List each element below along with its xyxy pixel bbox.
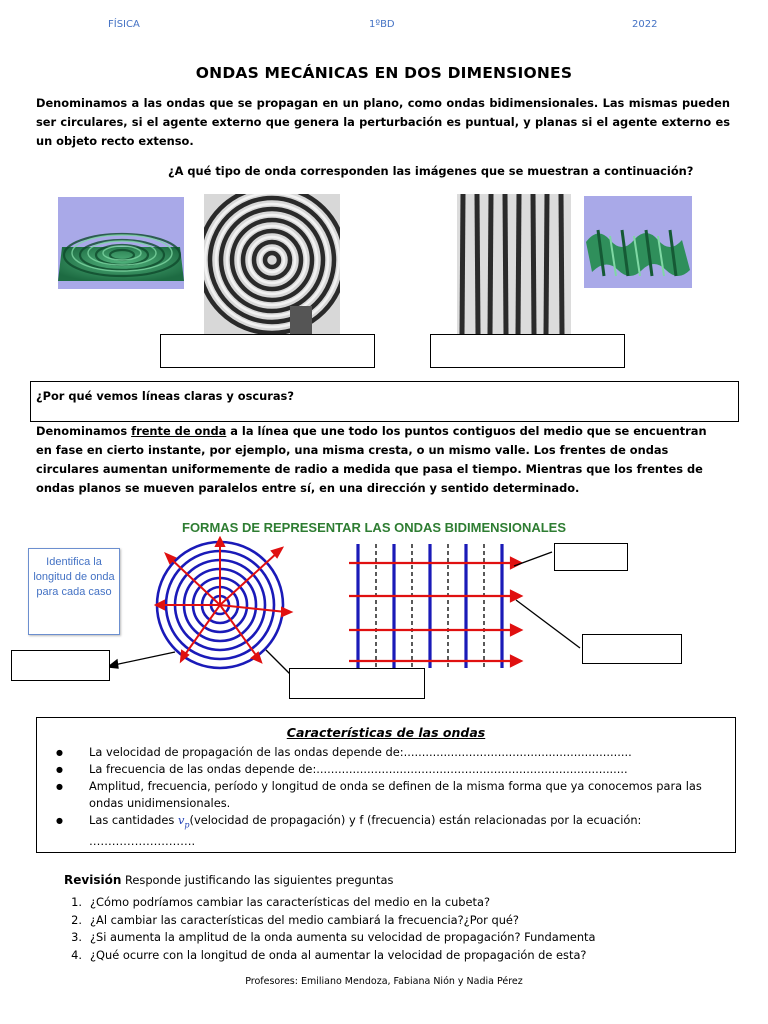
- equation-text: (velocidad de propagación) y f (frecuencia) están relacionadas por la ecuación:: [189, 813, 642, 827]
- answer-box-right[interactable]: [582, 634, 682, 664]
- revision-questions: [58, 894, 698, 964]
- velocity-symbol: v: [177, 813, 185, 827]
- revision-heading: [64, 873, 393, 887]
- revision-question: 4. ¿Qué ocurre con la longitud de onda al aumentar la velocidad de propagación de esta?: [71, 947, 587, 962]
- wavefront-lead: Denominamos: [36, 424, 132, 438]
- representation-title: FORMAS DE REPRESENTAR LAS ONDAS BIDIMENSIONALES: [182, 520, 567, 535]
- revision-question: 3. ¿Si aumenta la amplitud de la onda aumenta su velocidad de propagación? Fundamenta: [71, 930, 596, 944]
- question-wave-type: ¿A qué tipo de onda corresponden las imágenes que se muestran a continuación?: [168, 164, 694, 178]
- equation-lead: Las cantidades: [89, 813, 178, 827]
- header-year: 2022: [632, 19, 658, 30]
- page-title: ONDAS MECÁNICAS EN DOS DIMENSIONES: [195, 64, 573, 82]
- characteristic-item-equation: [37, 812, 727, 850]
- revision-question: 1. ¿Cómo podríamos cambiar las características del medio en la cubeta?: [71, 895, 491, 909]
- question-light-dark: ¿Por qué vemos líneas claras y oscuras?: [36, 389, 294, 403]
- revision-label: Revisión: [64, 873, 122, 887]
- characteristic-item: ● La frecuencia de las ondas depende de:......................................................................................: [37, 761, 727, 778]
- identify-note: Identifica la longitud de onda para cada caso: [33, 556, 115, 598]
- answer-box-left[interactable]: [11, 650, 110, 681]
- characteristics-list: [37, 744, 727, 850]
- equation-dots: ……………………….: [89, 834, 196, 849]
- characteristics-box: [36, 717, 736, 853]
- footer-teachers: Profesores: Emiliano Mendoza, Fabiana Nión y Nadia Pérez: [245, 976, 523, 987]
- characteristics-title: Características de las ondas: [286, 725, 486, 740]
- header-subject: FÍSICA: [108, 19, 140, 30]
- characteristic-item: ● La velocidad de propagación de las ondas depende de:...............................................................: [37, 744, 727, 761]
- answer-box-top-right[interactable]: [554, 543, 628, 571]
- intro-paragraph: Denominamos a las ondas que se propagan en un plano, como ondas bidimensionales. Las mismas pueden ser circulares, si el agente externo que genera la perturbación es puntual, y planas si el agente externo es un objeto recto extenso.: [36, 96, 730, 148]
- answer-box-bottom[interactable]: [289, 668, 425, 699]
- wavefront-term: frente de onda: [131, 424, 227, 438]
- header-course: 1ºBD: [369, 19, 395, 30]
- revision-prompt: Responde justificando las siguientes preguntas: [121, 873, 394, 887]
- wavefront-body: a la línea que une todo los puntos contiguos del medio que se encuentran en fase en cierto instante, por ejemplo, una misma cresta, o un mismo valle. Los frentes de ondas circulares aumentan uniformemente de radio a medida que pasa el tiempo. Mientras que los frentes de ondas planos se mueven paralelos entre sí, en una dirección y sentido determinado.: [36, 424, 707, 495]
- characteristic-item: ● Amplitud, frecuencia, período y longitud de onda se definen de la misma forma que ya conocemos para las ondas unidimensionales.: [37, 778, 727, 812]
- velocity-subscript: p: [184, 820, 190, 830]
- revision-question: 2. ¿Al cambiar las características del medio cambiará la frecuencia?¿Por qué?: [71, 912, 519, 927]
